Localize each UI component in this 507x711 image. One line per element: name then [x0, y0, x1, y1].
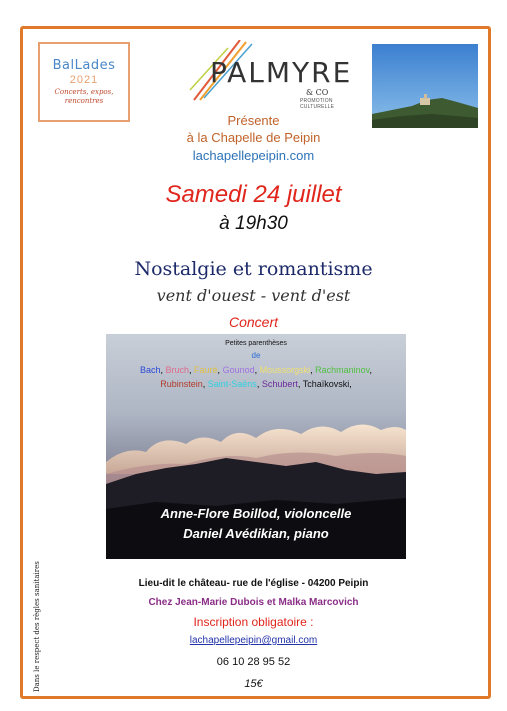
hosts-text: Chez Jean-Marie Dubois et Malka Marcovich	[148, 597, 359, 608]
composer-name: Bach	[139, 365, 161, 375]
performer-cello: Anne-Flore Boillod, violoncelle	[160, 506, 352, 521]
ballades-logo-year: 2021	[69, 74, 99, 86]
event-type: Concert	[228, 314, 279, 330]
composer-name: Bruch	[165, 365, 190, 375]
contact-email-link[interactable]: lachapellepeipin@gmail.com	[189, 635, 318, 646]
concert-poster-image	[106, 334, 406, 559]
composer-name: Rubinstein	[160, 379, 203, 389]
ticket-price: 15€	[244, 678, 263, 690]
contact-phone: 06 10 28 95 52	[216, 656, 291, 668]
composer-name: Saint-Saëns	[207, 379, 257, 389]
composer-name: Fauré	[194, 365, 218, 375]
palmyre-logo-promo: PROMOTION CULTURELLE	[300, 98, 335, 110]
event-time: à 19h30	[219, 213, 288, 234]
venue-text: à la Chapelle de Peipin	[186, 130, 321, 145]
presente-text: Présente	[227, 113, 280, 128]
event-subtitle: vent d'ouest - vent d'est	[156, 286, 351, 305]
ballades-logo	[38, 42, 130, 122]
registration-required: Inscription obligatoire :	[193, 615, 314, 629]
palmyre-logo-co: & CO	[306, 88, 329, 97]
venue-address: Lieu-dit le château- rue de l'église - 04200 Peipin	[138, 578, 369, 589]
palmyre-logo-name: PALMYRE	[210, 56, 353, 89]
ballades-logo-name: BalLades	[52, 58, 116, 73]
performer-piano: Daniel Avédikian, piano	[183, 526, 329, 541]
program-de: de	[251, 351, 261, 360]
ballades-logo-tagline: Concerts, expos, rencontres	[54, 88, 114, 105]
sanitary-note: Dans le respect des règles sanitaires	[33, 561, 41, 692]
event-date: Samedi 24 juillet	[165, 181, 342, 208]
composer-list: Bach, Bruch, Fauré, Gounod, Moussorgski, Rachmaninov, Rubinstein, Saint-Saëns, Schubert, Tchaïkovski,	[139, 365, 373, 389]
event-title: Nostalgie et romantisme	[134, 258, 373, 280]
composer-name: Gounod	[222, 365, 255, 375]
composer-name: Moussorgski	[259, 365, 311, 375]
website-link[interactable]: lachapellepeipin.com	[192, 148, 315, 163]
palmyre-logo	[188, 40, 353, 110]
composer-name: Tchaïkovski	[302, 379, 350, 389]
composer-name: Rachmaninov	[315, 365, 370, 375]
composer-name: Schubert	[261, 379, 298, 389]
program-heading: Petites parenthèses	[225, 340, 287, 347]
